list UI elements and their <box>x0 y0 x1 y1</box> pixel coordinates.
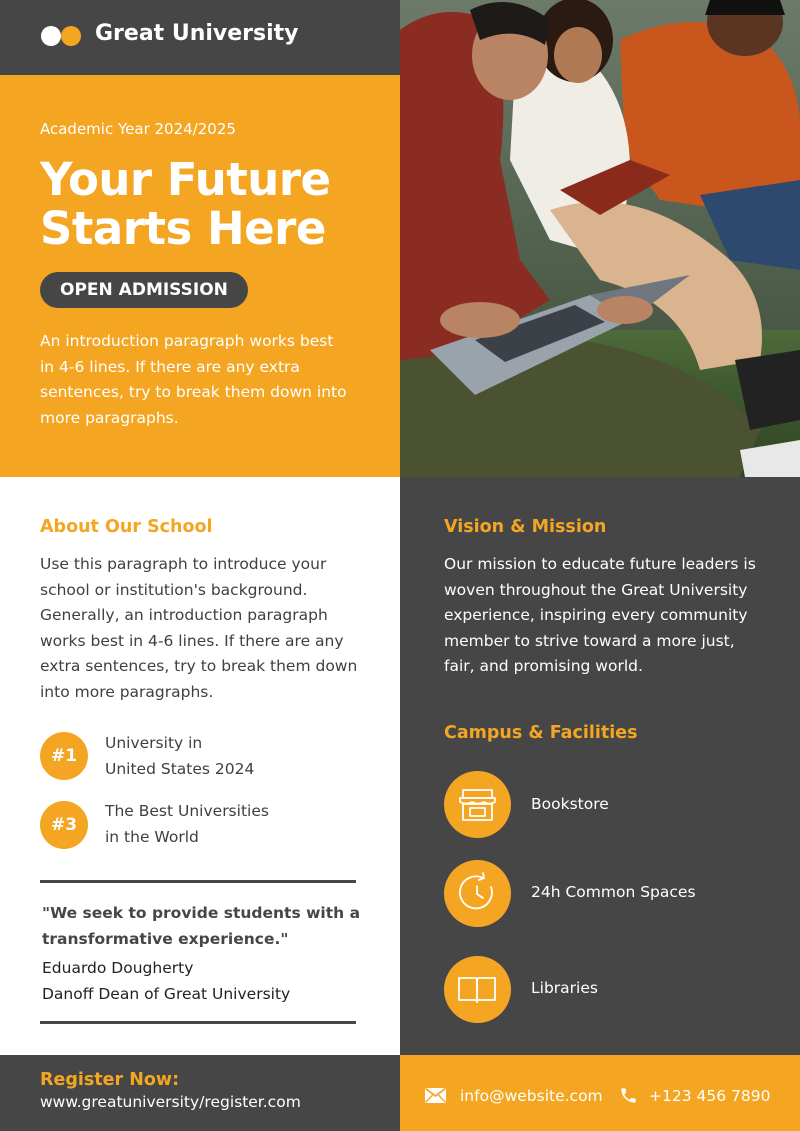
ranking-text <box>105 799 325 850</box>
vision-text: Our mission to educate future leaders is woven throughout the Great University experience, inspiring every community member to strive toward a more just, fair, and promising world. <box>444 555 756 676</box>
facility-label: Bookstore <box>531 795 609 813</box>
ranking-line: United States 2024 <box>105 759 255 778</box>
facility-label: Libraries <box>531 979 598 997</box>
about-heading: About Our School <box>40 517 213 537</box>
mail-icon <box>425 1088 446 1103</box>
rank-badge: #1 <box>40 732 88 780</box>
ranking-line: University in <box>105 734 203 752</box>
clock-icon <box>444 860 511 927</box>
quote-author-role: Danoff Dean of Great University <box>42 985 291 1003</box>
ranking-line: The Best Universities <box>105 802 269 820</box>
rank-badge: #3 <box>40 801 88 849</box>
contact-email[interactable]: info@website.com <box>460 1087 603 1105</box>
brand-name: Great University <box>95 21 299 46</box>
vision-heading: Vision & Mission <box>444 517 607 537</box>
divider <box>40 1021 356 1024</box>
campus-heading: Campus & Facilities <box>444 723 638 743</box>
logo-icon <box>40 25 82 47</box>
quote-text: "We seek to provide students with a transformative experience." <box>42 904 361 948</box>
open-admission-badge[interactable]: OPEN ADMISSION <box>40 272 248 308</box>
divider <box>40 880 356 883</box>
ranking-line: in the World <box>105 827 199 846</box>
contact-phone[interactable]: +123 456 7890 <box>649 1087 771 1105</box>
store-icon <box>444 771 511 838</box>
phone-icon <box>619 1086 638 1105</box>
academic-year: Academic Year 2024/2025 <box>40 120 236 138</box>
ranking-text <box>105 731 325 782</box>
students-photo <box>400 0 800 477</box>
book-icon <box>444 956 511 1023</box>
register-heading: Register Now: <box>40 1070 180 1090</box>
facility-label: 24h Common Spaces <box>531 883 696 901</box>
about-text: Use this paragraph to introduce your school or institution's background. Generally, an introduction paragraph works best in 4-6 lines. If there are any extra sentences, try to break them down into more paragraphs. <box>40 555 358 701</box>
quote-author: Eduardo Dougherty <box>42 959 194 977</box>
hero-headline: Your Future Starts Here <box>40 153 331 255</box>
hero-intro: An introduction paragraph works best in 4-6 lines. If there are any extra sentences, try to break them down into more paragraphs. <box>40 332 347 427</box>
register-link[interactable]: www.greatuniversity/register.com <box>40 1093 301 1111</box>
